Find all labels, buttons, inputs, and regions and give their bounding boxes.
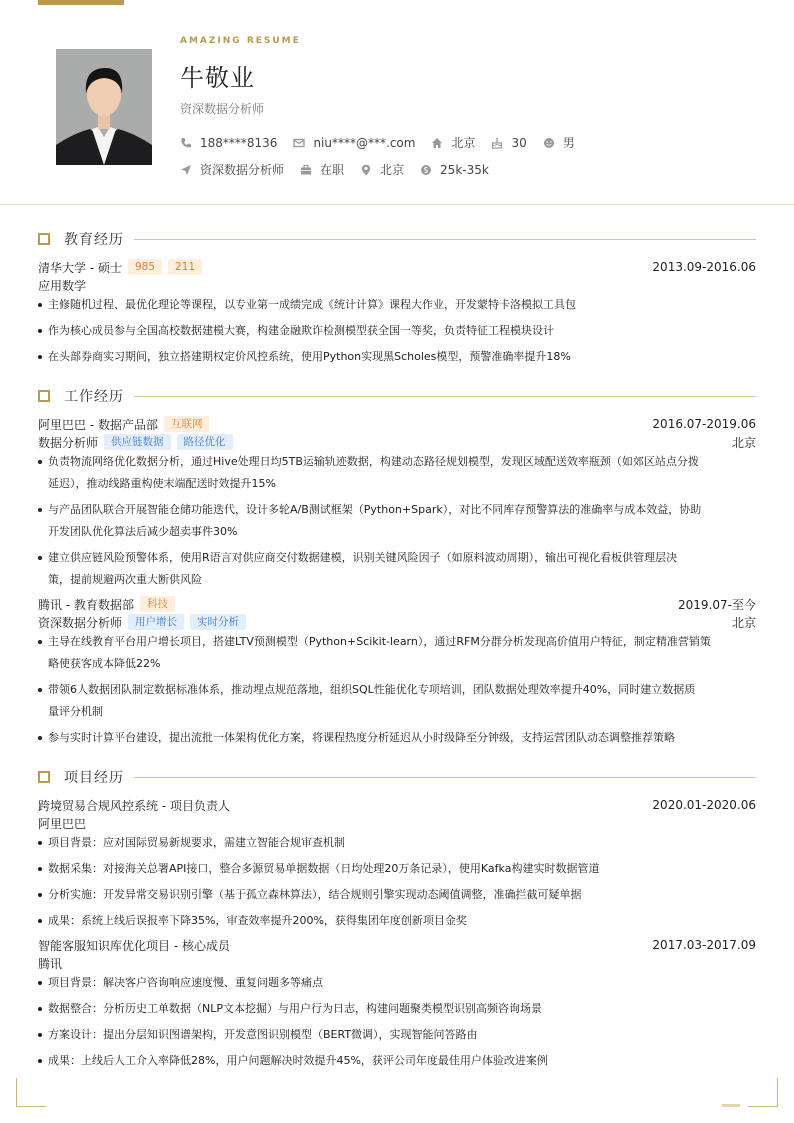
work-bullet-line: 量评分机制 (48, 705, 103, 718)
work-bullet-line: 略使获客成本降低22% (48, 657, 161, 670)
work-bullet-line: 与产品团队联合开展智能仓储功能迭代，设计多轮A/B测试框架（Python+Spark），对比不同库存预警算法的准确率与成本效益，协助 (48, 503, 702, 516)
project-bullet: 成果：系统上线后误报率下降35%，审查效率提升200%，获得集团年度创新项目金奖 (38, 910, 756, 932)
work-section-title: 工作经历 (64, 389, 124, 405)
work-bullet-line: 负责物流网络优化数据分析，通过Hive处理日均5TB运输轨迹数据，构建动态路径规划模型，发现区域配送效率瓶颈（如郊区站点分拨 (48, 455, 699, 468)
project-name: 智能客服知识库优化项目 - 核心成员 (38, 938, 230, 953)
candidate-name: 牛敬业 (180, 64, 255, 92)
phone-item[interactable] (180, 136, 277, 150)
email-item[interactable] (293, 136, 415, 150)
project-bullet: 数据整合：分析历史工单数据（NLP文本挖掘）与用户行为日志，构建问题聚类模型识别高频咨询场景 (38, 998, 756, 1020)
section-marker-icon (38, 771, 50, 783)
intent-status-item (300, 161, 344, 178)
role-name: 数据分析师 (38, 435, 99, 450)
project-bullet: 项目背景：解决客户咨询响应速度慢、重复问题多等痛点 (38, 972, 756, 994)
project-date: 2020.01-2020.06 (652, 798, 756, 812)
company-name: 腾讯 - 教育数据部 (38, 597, 134, 612)
intent-salary-text: 25k-35k (440, 162, 489, 177)
work-city: 北京 (731, 435, 756, 450)
work-bullet-line: 开发团队优化算法后减少超卖事件30% (48, 525, 238, 538)
skill-tag: 实时分析 (190, 614, 246, 630)
email-text: niu****@***.com (313, 135, 416, 150)
phone-icon (180, 137, 192, 149)
industry-tag: 互联网 (164, 416, 210, 432)
section-rule (134, 396, 756, 397)
work-bullet (38, 547, 756, 591)
company-name: 阿里巴巴 - 数据产品部 (38, 417, 158, 432)
work-bullet-line: 建立供应链风险预警体系，使用R语言对供应商交付数据建模，识别关键风险因子（如原料波动周期），输出可视化看板供管理层决 (48, 551, 678, 564)
salary-icon (420, 164, 432, 176)
work-entry-header (38, 595, 756, 613)
section-marker-icon (38, 390, 50, 402)
city-item (431, 134, 475, 151)
education-bullet: 在头部券商实习期间，独立搭建期权定价风控系统，使用Python实现黑Scholes模型，预警准确率提升18% (38, 346, 756, 368)
cake-icon (491, 137, 503, 149)
education-bullet: 主修随机过程、最优化理论等课程，以专业第一成绩完成《统计计算》课程大作业，开发蒙特卡洛模拟工具包 (38, 294, 756, 316)
portrait-image (56, 49, 152, 165)
project-bullet: 成果：上线后人工介入率降低28%，用户问题解决时效提升45%，获评公司年度最佳用户体验改进案例 (38, 1050, 756, 1072)
send-icon (180, 164, 192, 176)
school-tag: 985 (128, 259, 162, 275)
intent-status-text: 在职 (320, 163, 345, 177)
work-bullet (38, 451, 756, 495)
project-org: 阿里巴巴 (38, 816, 87, 831)
education-section-title: 教育经历 (64, 232, 124, 248)
project-org-row (38, 814, 756, 832)
project-org: 腾讯 (38, 956, 63, 971)
skill-tag: 供应链数据 (104, 434, 171, 450)
footer-accent-dash (722, 1104, 740, 1107)
work-date: 2016.07-2019.06 (652, 417, 756, 431)
intent-salary-item (420, 163, 489, 177)
location-pin-icon (360, 164, 372, 176)
project-date: 2017.03-2017.09 (652, 938, 756, 952)
intent-position-item (180, 161, 284, 178)
gender-icon (543, 137, 555, 149)
briefcase-icon (300, 164, 312, 176)
industry-tag: 科技 (140, 596, 175, 612)
work-bullet (38, 679, 756, 723)
work-bullet-line: 带领6人数据团队制定数据标准体系，推动埋点规范落地，组织SQL性能优化专项培训，团队数据处理效率提升40%，同时建立数据质 (48, 683, 696, 696)
skill-tag: 用户增长 (128, 614, 184, 630)
major-name: 应用数学 (38, 278, 87, 293)
top-accent-bar (38, 0, 124, 5)
project-section-title: 项目经历 (64, 770, 124, 786)
work-city: 北京 (731, 615, 756, 630)
header-divider (0, 204, 794, 205)
role-name: 资深数据分析师 (38, 615, 123, 630)
education-major-row (38, 276, 756, 294)
work-section-header (38, 387, 756, 405)
school-name: 清华大学 - 硕士 (38, 260, 122, 275)
city-text: 北京 (451, 136, 476, 150)
project-bullet: 项目背景：应对国际贸易新规要求，需建立智能合规审查机制 (38, 832, 756, 854)
contact-row (180, 134, 591, 151)
project-bullet: 数据采集：对接海关总署API接口，整合多源贸易单据数据（日均处理20万条记录），使用Kafka构建实时数据管道 (38, 858, 756, 880)
skill-tag: 路径优化 (177, 434, 233, 450)
work-bullet (38, 727, 756, 749)
project-name: 跨境贸易合规风控系统 - 项目负责人 (38, 798, 230, 813)
education-entry-header (38, 258, 756, 276)
work-bullet-line: 策，提前规避两次重大断供风险 (48, 573, 202, 586)
brand-label: AMAZING RESUME (180, 36, 301, 46)
work-bullet-line: 参与实时计算平台建设，提出流批一体架构优化方案，将课程热度分析延迟从小时级降至分钟级，支持运营团队动态调整推荐策略 (48, 731, 675, 744)
gender-text: 男 (562, 136, 575, 150)
mail-icon (293, 137, 305, 149)
work-role-row (38, 433, 756, 451)
job-title: 资深数据分析师 (180, 102, 265, 116)
phone-text: 188****8136 (200, 135, 278, 150)
project-org-row (38, 954, 756, 972)
profile-photo (56, 49, 152, 165)
work-bullet-line: 延迟），推动线路重构使末端配送时效提升15% (48, 477, 276, 490)
work-entry-header (38, 415, 756, 433)
section-rule (134, 239, 756, 240)
intent-city-text: 北京 (380, 163, 405, 177)
home-icon (431, 137, 443, 149)
section-marker-icon (38, 233, 50, 245)
project-entry-header (38, 936, 756, 954)
project-bullet: 分析实施：开发异常交易识别引擎（基于孤立森林算法），结合规则引擎实现动态阈值调整，准确拦截可疑单据 (38, 884, 756, 906)
work-bullet (38, 631, 756, 675)
section-rule (134, 777, 756, 778)
work-date: 2019.07-至今 (678, 597, 756, 612)
work-bullet (38, 499, 756, 543)
intent-city-item (360, 161, 404, 178)
age-text: 30 (511, 135, 527, 150)
education-date: 2013.09-2016.06 (652, 260, 756, 274)
work-bullet-line: 主导在线教育平台用户增长项目，搭建LTV预测模型（Python+Scikit-learn），通过RFM分群分析发现高价值用户特征，制定精准营销策 (48, 635, 711, 648)
corner-decoration-right (748, 1078, 778, 1107)
project-section-header (38, 768, 756, 786)
education-section-header (38, 230, 756, 248)
school-tag: 211 (168, 259, 202, 275)
work-role-row (38, 613, 756, 631)
intent-position-text: 资深数据分析师 (200, 163, 285, 177)
project-entry-header (38, 796, 756, 814)
age-item (491, 136, 526, 150)
job-intent-row (180, 161, 505, 178)
project-bullet: 方案设计：提出分层知识图谱架构，开发意图识别模型（BERT微调），实现智能问答路由 (38, 1024, 756, 1046)
corner-decoration-left (16, 1078, 46, 1107)
education-bullet: 作为核心成员参与全国高校数据建模大赛，构建金融欺诈检测模型获全国一等奖，负责特征工程模块设计 (38, 320, 756, 342)
gender-item (543, 134, 575, 151)
